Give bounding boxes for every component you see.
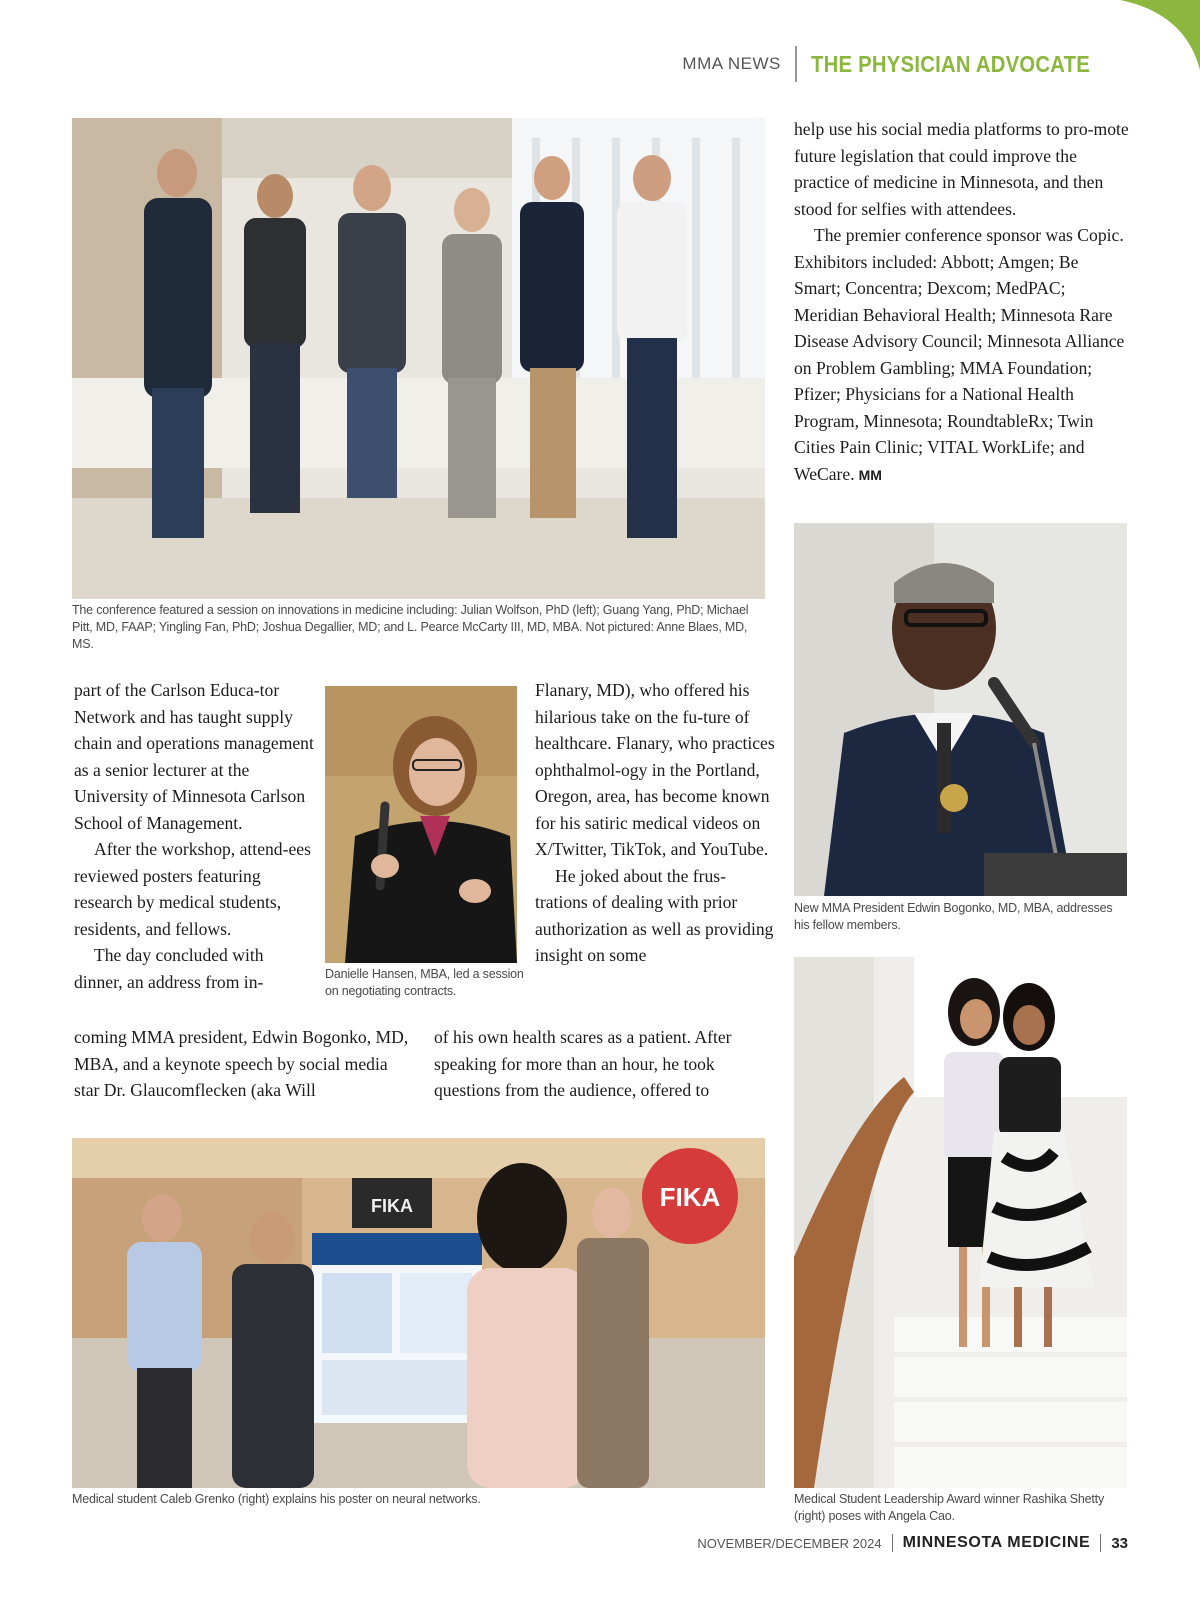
paragraph: He joked about the frus-trations of dealing with prior authorization as well as providing insight on some [535,865,774,965]
bogonko-photo-caption: New MMA President Edwin Bogonko, MD, MBA, addresses his fellow members. [794,901,1113,932]
poster-photo-caption: Medical student Caleb Grenko (right) explains his poster on neural networks. [72,1492,481,1506]
fika-sign-text: FIKA [659,1182,721,1212]
paragraph: After the workshop, attend-ees reviewed posters featuring research by medical students, residents, and fellows. [74,839,311,939]
article-wide-text-left [74,1024,409,1104]
article-column-middle [535,677,775,969]
end-of-article-mark: MM [858,466,882,483]
page-number: 33 [1111,1534,1128,1552]
paragraph: help use his social media platforms to pro-mote future legislation that could improve the practice of medicine in Minnesota, and then stood for selfies with attendees. [794,119,1129,219]
publication-title: THE PHYSICIAN ADVOCATE [810,50,1090,77]
exhibitors-text: The premier conference sponsor was Copic. Exhibitors included: Abbott; Amgen; Be Smart; Concentra; Dexcom; MedPAC; Meridian Behavioral Health; Minnesota Rare Disease Advisory Council; Minnesota Alliance on Problem Gambling; MMA Foundation; Pfizer; Physicians for a National Health Program, Minnesota; RoundtableRx; Twin Cities Pain Clinic; VITAL WorkLife; and WeCare. [794,225,1125,484]
paragraph: Flanary, MD), who offered his hilarious take on the fu-ture of healthcare. Flanary, who practices ophthalmol-ogy in the Portland, Oregon, area, has become known for his satiric medical videos on X/Twitter, TikTok, and YouTube. [535,680,775,859]
magazine-title: MINNESOTA MEDICINE [902,1534,1091,1551]
page-header [682,44,1128,84]
issue-date: NOVEMBER/DECEMBER 2024 [697,1535,882,1551]
group-photo [72,118,765,599]
footer-divider [1100,1534,1101,1552]
article-column-left [74,677,314,995]
paragraph: coming MMA president, Edwin Bogonko, MD, MBA, and a keynote speech by social media star Dr. Glaucomflecken (aka Will [74,1027,409,1100]
bogonko-photo [794,523,1127,896]
poster-session-photo [72,1138,765,1488]
header-divider [795,46,797,82]
paragraph [794,222,1129,488]
award-photo-caption: Medical Student Leadership Award winner Rashika Shetty (right) poses with Angela Cao. [794,1492,1104,1523]
paragraph: The day concluded with dinner, an address from in- [74,945,264,992]
section-label: MMA NEWS [682,54,781,73]
page-footer [697,1534,1128,1552]
paragraph: part of the Carlson Educa-tor Network and has taught supply chain and operations management as a senior lecturer at the University of Minnesota Carlson School of Management. [74,680,314,833]
footer-divider [892,1534,893,1552]
award-photo [794,957,1127,1488]
paragraph: of his own health scares as a patient. After speaking for more than an hour, he took questions from the audience, offered to [434,1027,732,1100]
hansen-photo [325,686,517,963]
article-column-top-right [794,116,1129,488]
article-wide-text-right [434,1024,764,1104]
fika-menu-board-text: FIKA [371,1196,413,1216]
group-photo-caption: The conference featured a session on innovations in medicine including: Julian Wolfson, PhD (left); Guang Yang, PhD; Michael Pitt, MD, FAAP; Yingling Fan, PhD; Joshua Degallier, MD; and L. Pearce McCarty III, MD, MBA. Not pictured: Anne Blaes, MD, MS. [72,603,749,651]
hansen-photo-caption: Danielle Hansen, MBA, led a session on negotiating contracts. [325,967,524,998]
